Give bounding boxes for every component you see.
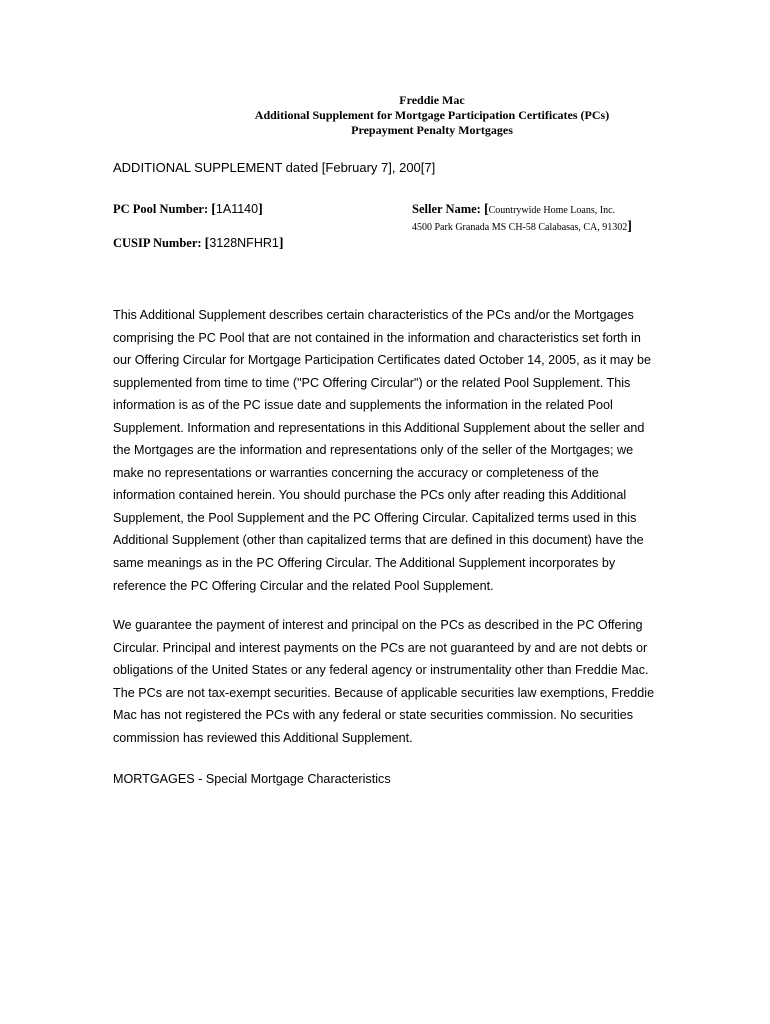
- pc-pool-number-value: 1A1140: [215, 202, 259, 216]
- paragraph-line: information contained herein. You should purchase the PCs only after reading this Additional: [113, 488, 627, 503]
- bracket-open: [: [204, 236, 210, 251]
- cusip-number-label: CUSIP Number:: [113, 236, 205, 250]
- bracket-close: ]: [627, 219, 632, 234]
- seller-name-value: Countrywide Home Loans, Inc.: [488, 205, 616, 216]
- guarantee-paragraph: [113, 614, 653, 749]
- cusip-number-value: 3128NFHR1: [209, 236, 279, 250]
- paragraph-line: obligations of the United States or any federal agency or instrumentality other than Freddie Mac.: [113, 663, 649, 678]
- paragraph-line: information is as of the PC issue date and supplements the information in the related Pool: [113, 398, 613, 413]
- bracket-open: [: [483, 202, 489, 217]
- paragraph-line: The PCs are not tax-exempt securities. Because of applicable securities law exemptions, Freddie: [113, 685, 655, 700]
- header-issuer: Freddie Mac: [399, 93, 465, 107]
- cusip-number: [113, 235, 284, 252]
- paragraph-line: comprising the PC Pool that are not contained in the information and characteristics set forth in: [113, 330, 641, 345]
- paragraph-line: commission has reviewed this Additional Supplement.: [113, 730, 413, 745]
- paragraph-line: our Offering Circular for Mortgage Participation Certificates dated October 14, 2005, as it may be: [113, 353, 652, 368]
- document-header: [212, 93, 652, 138]
- description-paragraph: [113, 304, 653, 597]
- pc-pool-number: [113, 201, 263, 218]
- header-subtitle: Prepayment Penalty Mortgages: [351, 123, 513, 137]
- paragraph-line: Supplement, the Pool Supplement and the PC Offering Circular. Capitalized terms used in this: [113, 510, 637, 525]
- supplement-date-line: ADDITIONAL SUPPLEMENT dated [February 7], 200[7]: [113, 160, 436, 175]
- pc-pool-number-label: PC Pool Number:: [113, 202, 212, 216]
- seller-address: 4500 Park Granada MS CH-58 Calabasas, CA, 91302: [412, 222, 628, 233]
- paragraph-line: supplemented from time to time ("PC Offering Circular") or the related Pool Supplement. This: [113, 375, 631, 390]
- header-title: Additional Supplement for Mortgage Participation Certificates (PCs): [254, 108, 610, 122]
- paragraph-line: Supplement. Information and representations in this Additional Supplement about the seller and: [113, 420, 645, 435]
- paragraph-line: same meanings as in the PC Offering Circular. The Additional Supplement incorporates by: [113, 556, 616, 571]
- seller-name-label: Seller Name:: [412, 202, 484, 216]
- bracket-close: ]: [258, 202, 263, 217]
- paragraph-line: reference the PC Offering Circular and the related Pool Supplement.: [113, 578, 494, 593]
- paragraph-line: Mac has not registered the PCs with any federal or state securities commission. No securities: [113, 708, 634, 723]
- paragraph-line: We guarantee the payment of interest and principal on the PCs as described in the PC Offering: [113, 618, 643, 632]
- paragraph-line: Circular. Principal and interest payments on the PCs are not guaranteed by and are not debts or: [113, 640, 648, 655]
- bracket-open: [: [211, 202, 216, 217]
- paragraph-line: This Additional Supplement describes certain characteristics of the PCs and/or the Mortgages: [113, 308, 634, 322]
- section-heading-mortgages: MORTGAGES - Special Mortgage Characteristics: [113, 772, 391, 786]
- seller-info: [412, 201, 632, 235]
- paragraph-line: Additional Supplement (other than capitalized terms that are defined in this document) have the: [113, 533, 644, 548]
- paragraph-line: the Mortgages are the information and representations only of the seller of the Mortgages; we: [113, 443, 634, 458]
- bracket-close: ]: [278, 236, 284, 251]
- paragraph-line: make no representations or warranties concerning the accuracy or completeness of the: [113, 465, 599, 480]
